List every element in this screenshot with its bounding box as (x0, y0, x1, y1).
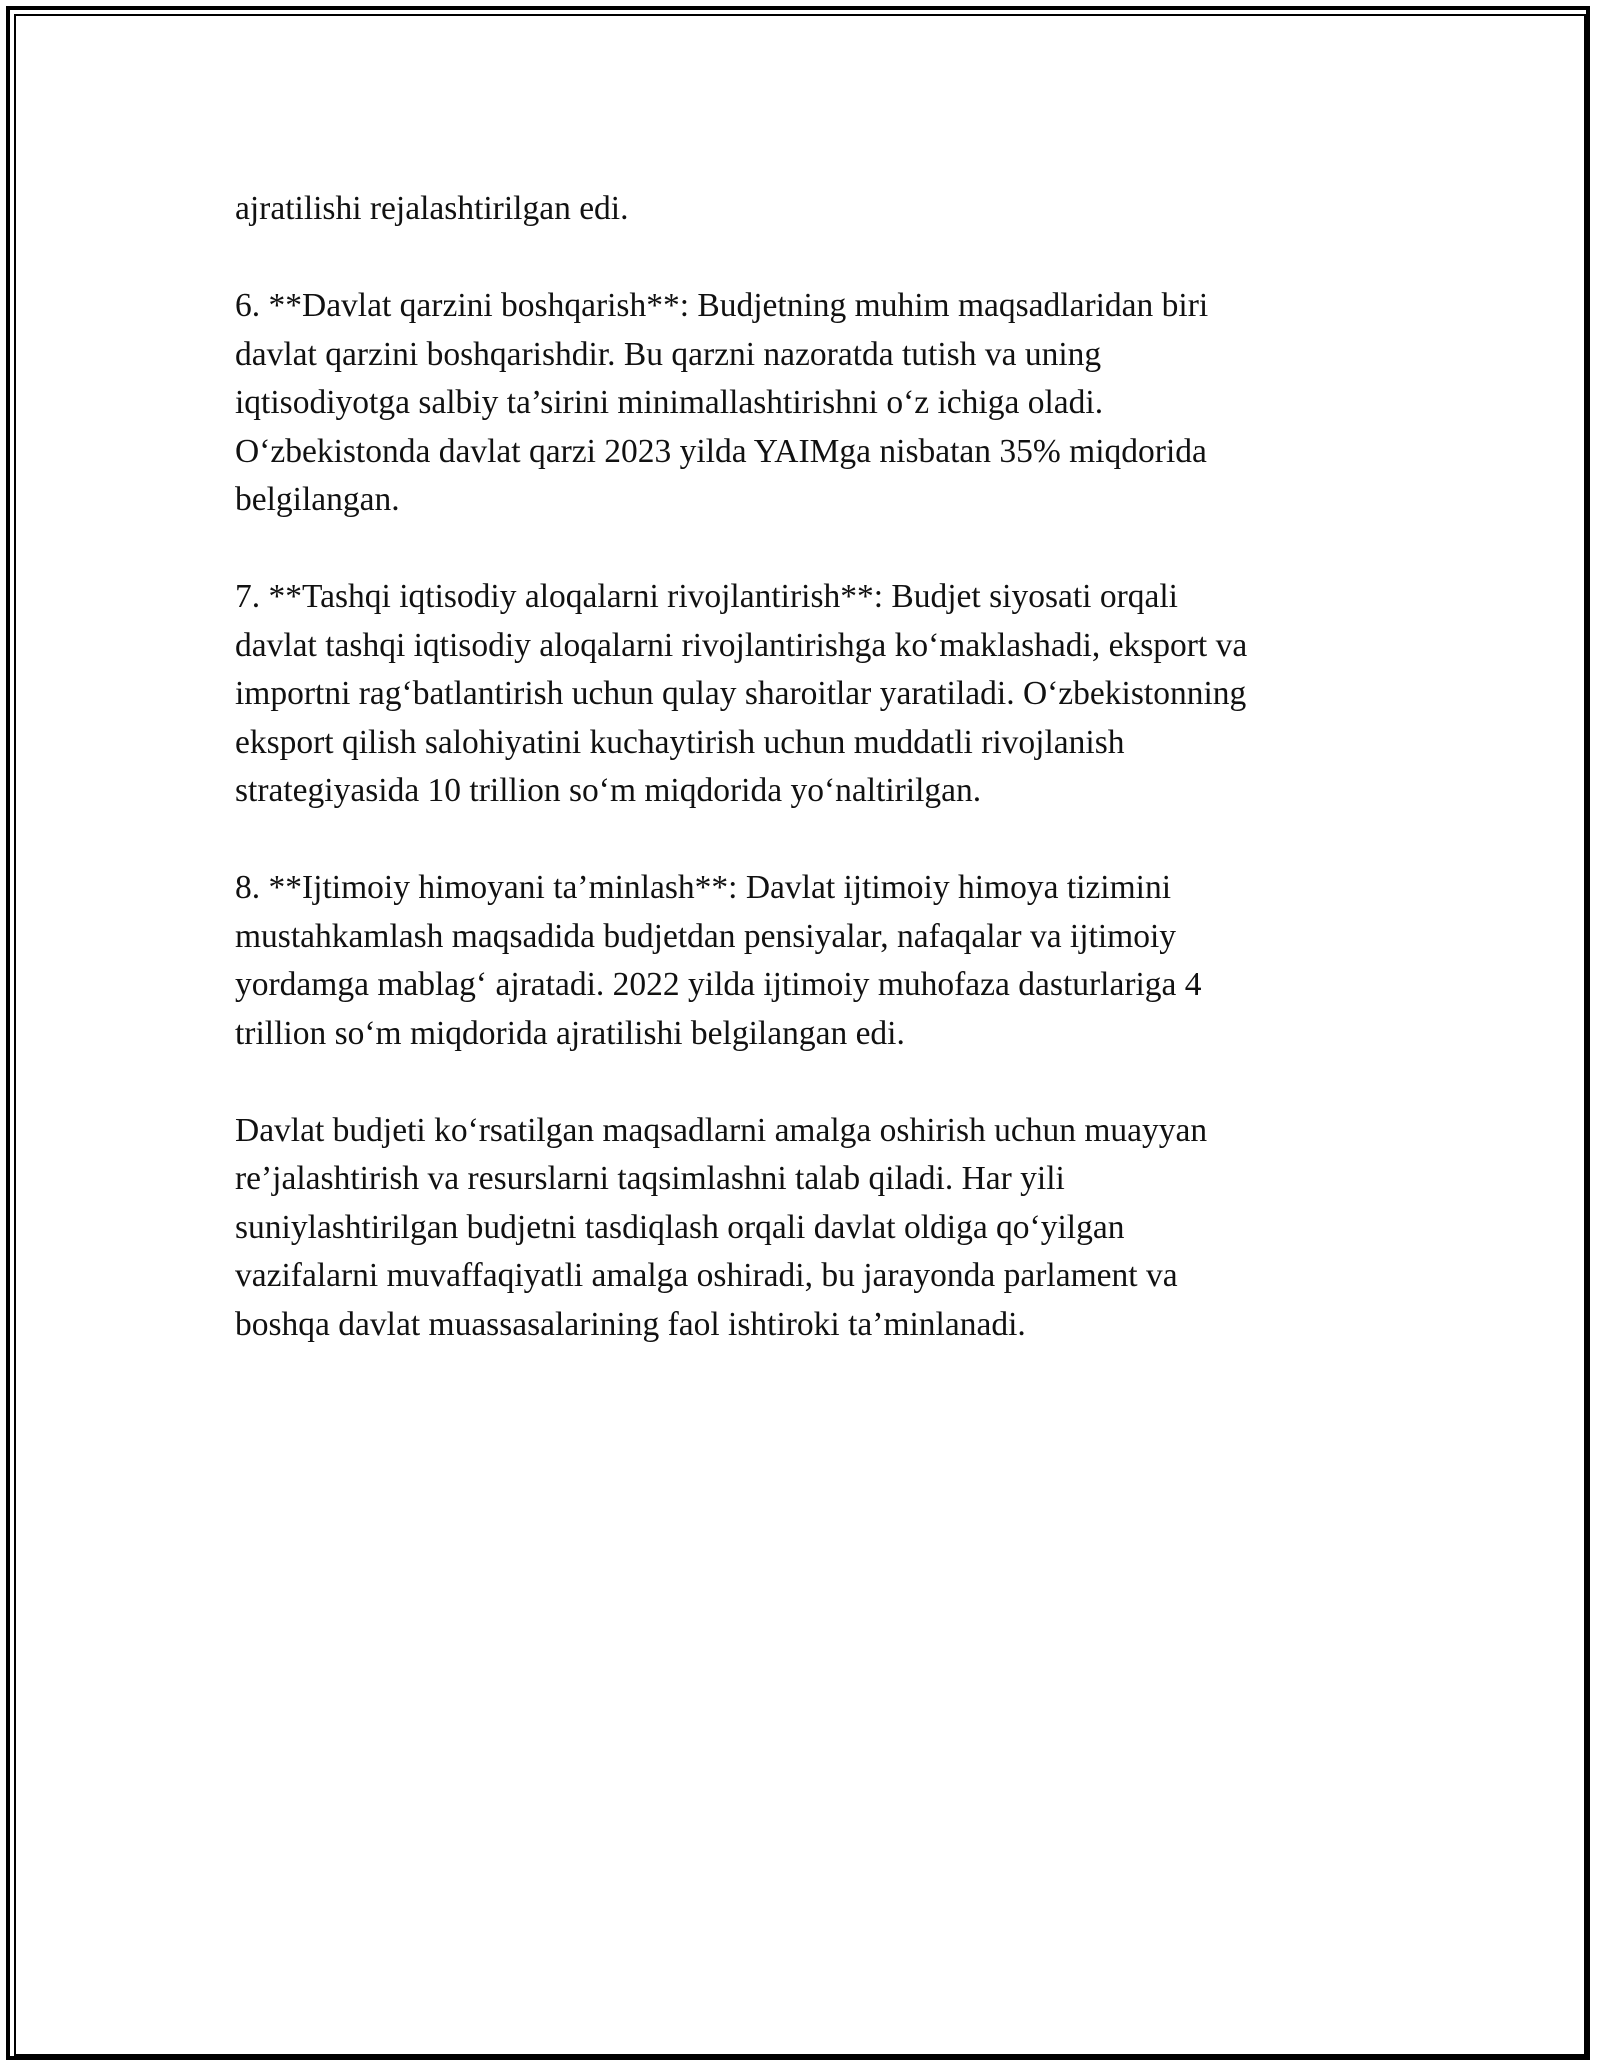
paragraph-item-8-social-protection (235, 864, 1395, 1058)
text-line: ajratilishi rejalashtirilgan edi. (235, 190, 629, 227)
document-body (235, 185, 1395, 1398)
text-line: re’jalashtirish va resurslarni taqsimlashni talab qiladi. Har yili (235, 1160, 1065, 1197)
text-line: mustahkamlash maqsadida budjetdan pensiyalar, nafaqalar va ijtimoiy (235, 917, 1177, 955)
text-line: O‘zbekistonda davlat qarzi 2023 yilda YAIMga nisbatan 35% miqdorida (235, 432, 1207, 470)
text-line: Davlat budjeti ko‘rsatilgan maqsadlarni amalga oshirish uchun muayyan (235, 1111, 1208, 1149)
text-line: iqtisodiyotga salbiy ta’sirini minimallashtirishni o‘z ichiga oladi. (235, 384, 1104, 421)
paragraph-item-7-foreign-economic-relations (235, 573, 1395, 816)
text-line: trillion so‘m miqdorida ajratilishi belgilangan edi. (235, 1014, 905, 1052)
text-line: belgilangan. (235, 481, 400, 518)
text-line: yordamga mablag‘ ajratadi. 2022 yilda ijtimoiy muhofaza dasturlariga 4 (235, 966, 1202, 1003)
paragraph-continuation (235, 185, 1395, 234)
text-line: strategiyasida 10 trillion so‘m miqdorida yo‘naltirilgan. (235, 772, 982, 809)
text-line: 6. **Davlat qarzini boshqarish**: Budjetning muhim maqsadlaridan biri (235, 287, 1209, 324)
text-line: davlat tashqi iqtisodiy aloqalarni rivojlantirishga ko‘maklashadi, eksport va (235, 626, 1248, 664)
text-line: 7. **Tashqi iqtisodiy aloqalarni rivojlantirish**: Budjet siyosati orqali (235, 578, 1178, 615)
text-line: 8. **Ijtimoiy himoyani ta’minlash**: Davlat ijtimoiy himoya tizimini (235, 869, 1172, 906)
text-line: eksport qilish salohiyatini kuchaytirish uchun muddatli rivojlanish (235, 723, 1125, 761)
text-line: importni rag‘batlantirish uchun qulay sharoitlar yaratiladi. O‘zbekistonning (235, 675, 1247, 712)
text-line: davlat qarzini boshqarishdir. Bu qarzni nazoratda tutish va uning (235, 335, 1102, 373)
paragraph-item-6-debt-management (235, 282, 1395, 525)
paragraph-conclusion (235, 1107, 1395, 1350)
text-line: vazifalarni muvaffaqiyatli amalga oshiradi, bu jarayonda parlament va (235, 1257, 1178, 1294)
text-line: boshqa davlat muassasalarining faol ishtiroki ta’minlanadi. (235, 1305, 1026, 1343)
text-line: suniylashtirilgan budjetni tasdiqlash orqali davlat oldiga qo‘yilgan (235, 1208, 1125, 1246)
